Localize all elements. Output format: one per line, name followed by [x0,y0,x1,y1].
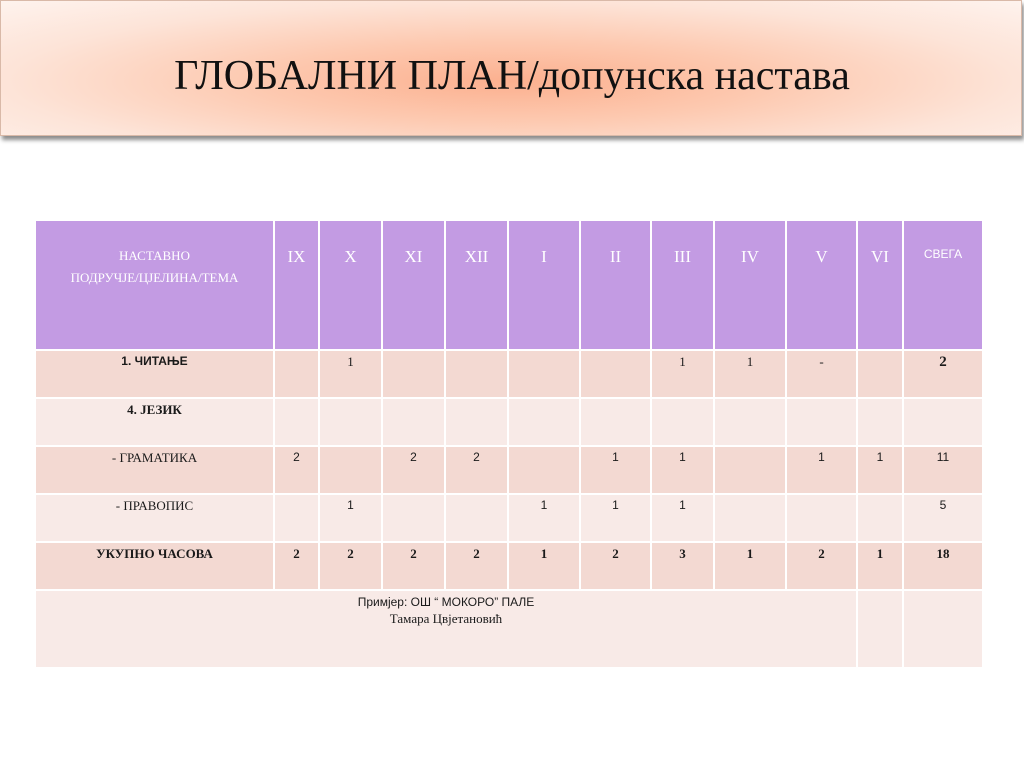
row-total [903,398,983,446]
table-cell [714,446,786,494]
table-cell [274,350,319,398]
header-month: V [786,220,857,350]
row-label: - ПРАВОПИС [35,494,274,542]
table-cell: 2 [445,542,508,590]
table-cell [857,398,903,446]
header-month: VI [857,220,903,350]
row-total: 18 [903,542,983,590]
table-cell [508,350,580,398]
table-cell [508,398,580,446]
table-cell [274,494,319,542]
table-cell [382,350,445,398]
row-label: - ГРАМАТИКА [35,446,274,494]
table-cell: 1 [580,446,651,494]
table-header-row [35,220,983,350]
row-label: 1. ЧИТАЊЕ [35,350,274,398]
header-month: IX [274,220,319,350]
table-cell: 1 [651,350,714,398]
table-cell: 1 [714,542,786,590]
row-total: 2 [903,350,983,398]
header-area-line2: ПОДРУЧЈЕ/ЦЈЕЛИНА/ТЕМА [70,270,239,285]
table-cell: 2 [274,446,319,494]
table-cell [580,350,651,398]
slide-title: ГЛОБАЛНИ ПЛАН/допунска настава [174,53,850,99]
header-area [35,220,274,350]
table-cell [508,446,580,494]
header-month: III [651,220,714,350]
header-total: СВЕГА [903,220,983,350]
table-row [35,446,983,494]
table-cell [382,398,445,446]
table-cell [786,398,857,446]
table-cell [445,398,508,446]
table-cell [445,494,508,542]
table-cell: 2 [382,446,445,494]
table-cell: 1 [651,446,714,494]
table-cell: 1 [508,494,580,542]
table-cell: 3 [651,542,714,590]
table-footer-row [35,590,983,668]
global-plan-table [34,219,984,669]
footer-school: Примјер: ОШ “ МОКОРО” ПАЛЕ [357,595,535,609]
table-cell [903,590,983,668]
table-cell: 1 [508,542,580,590]
table-cell: 1 [319,494,382,542]
table-cell: - [786,350,857,398]
table-cell [382,494,445,542]
table-cell [274,398,319,446]
table-row [35,542,983,590]
table-cell: 1 [319,350,382,398]
footer-author: Тамара Цвјетановић [389,611,503,626]
header-month: II [580,220,651,350]
table-cell [651,398,714,446]
row-label: УКУПНО ЧАСОВА [35,542,274,590]
table-row [35,494,983,542]
table-cell [786,494,857,542]
header-month: I [508,220,580,350]
table-cell: 1 [786,446,857,494]
table-cell: 2 [382,542,445,590]
table-cell [857,350,903,398]
table-cell [857,590,903,668]
table-cell [319,446,382,494]
header-month: XI [382,220,445,350]
table-cell [857,494,903,542]
table-cell: 2 [445,446,508,494]
table-cell: 2 [580,542,651,590]
table-cell: 1 [857,542,903,590]
header-month: XII [445,220,508,350]
table-cell [580,398,651,446]
header-area-line1: НАСТАВНО [119,248,190,263]
table-cell [714,398,786,446]
table-cell [714,494,786,542]
table-cell: 1 [651,494,714,542]
table-cell: 1 [714,350,786,398]
table-row [35,350,983,398]
table-cell [319,398,382,446]
table-cell: 2 [319,542,382,590]
table-cell: 1 [580,494,651,542]
table-cell: 1 [857,446,903,494]
table-cell: 2 [274,542,319,590]
footer-note [35,590,857,668]
row-total: 5 [903,494,983,542]
header-month: IV [714,220,786,350]
row-label: 4. ЈЕЗИК [35,398,274,446]
table-row [35,398,983,446]
table-cell: 2 [786,542,857,590]
table-cell [445,350,508,398]
row-total: 11 [903,446,983,494]
header-month: X [319,220,382,350]
